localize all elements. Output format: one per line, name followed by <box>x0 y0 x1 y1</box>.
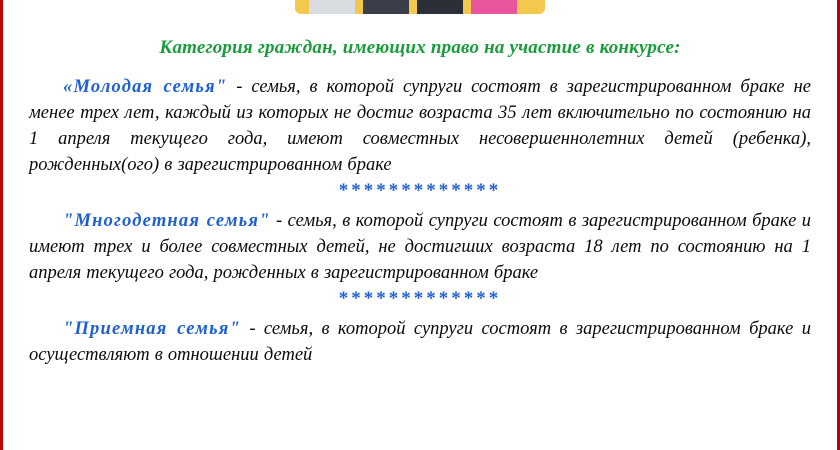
definition-text: - семья, в которой супруги состоят в зарегистрированном браке не менее трех лет, каждый из которых не достиг возраста 35 лет включительно по состоянию на 1 апреля текущего года, имеют совместных несовершеннолетних детей (ребенка), рожденных(ого) в зарегистрированном браке <box>29 77 811 175</box>
definition-paragraph <box>29 316 811 368</box>
photo-person-2 <box>363 0 409 14</box>
photo-banner-image <box>295 0 545 14</box>
definition-block-foster-family <box>29 316 811 368</box>
term-foster-family: "Приемная семья" <box>63 319 241 339</box>
definition-block-young-family <box>29 74 811 202</box>
photo-person-3 <box>417 0 463 14</box>
definition-text: - семья, в которой супруги состоят в зарегистрированном браке и осуществляют в отношении детей <box>29 319 811 365</box>
page-title: Категория граждан, имеющих право на участие в конкурсе: <box>159 37 681 58</box>
definition-text: - семья, в которой супруги состоят в зарегистрированном браке и имеют трех и более совместных детей, не достигших возраста 18 лет по состоянию на 1 апреля текущего года, рожденных в зарегистрированном браке <box>29 211 811 283</box>
header-image-strip <box>3 0 837 18</box>
definition-paragraph <box>29 208 811 286</box>
photo-person-4 <box>471 0 517 14</box>
separator-2: ************* <box>338 288 502 309</box>
term-large-family: "Многодетная семья" <box>63 211 271 231</box>
photo-person-1 <box>309 0 355 14</box>
document-content <box>3 18 837 450</box>
definition-block-large-family <box>29 208 811 310</box>
term-young-family: «Молодая семья" <box>63 77 228 97</box>
separator-1: ************* <box>338 180 502 201</box>
definition-paragraph <box>29 74 811 178</box>
